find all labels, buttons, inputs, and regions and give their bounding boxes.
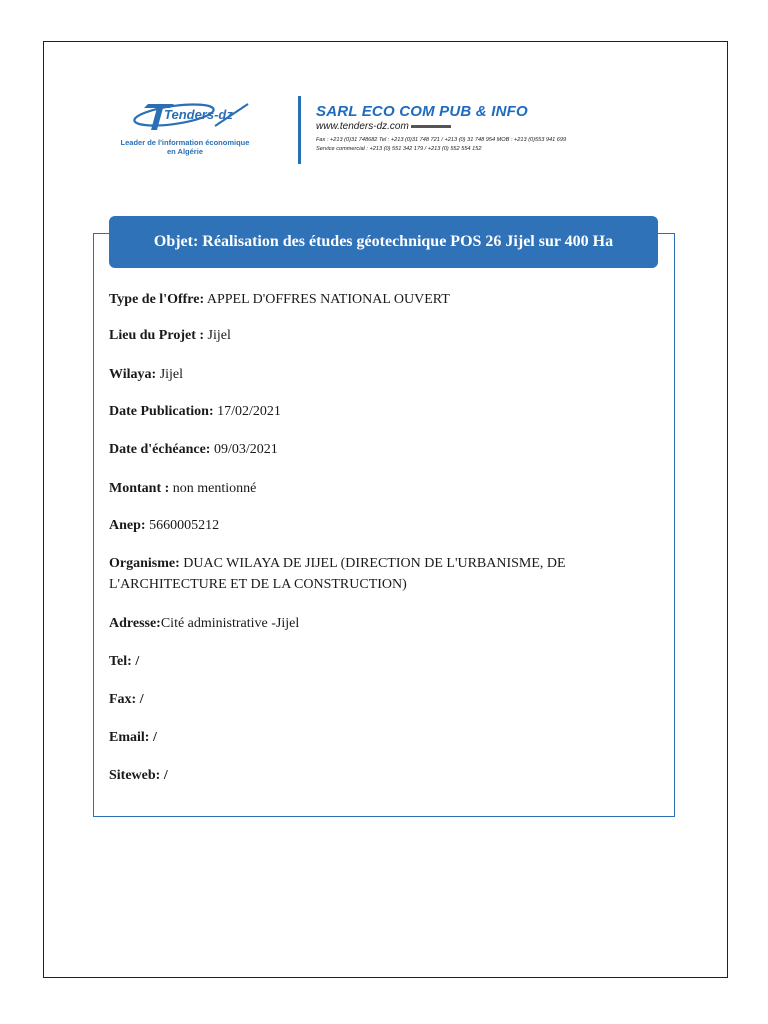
field-value: 5660005212 <box>145 518 220 533</box>
tenders-dz-logo-mark <box>130 100 260 134</box>
field-value: DUAC WILAYA DE JIJEL (DIRECTION DE L'URBANISME, DE L'ARCHITECTURE ET DE LA CONSTRUCTION) <box>109 556 566 592</box>
field-value: APPEL D'OFFRES NATIONAL OUVERT <box>204 292 450 307</box>
field-value: Jijel <box>156 367 184 382</box>
field-anep <box>109 515 649 536</box>
company-contact <box>316 136 676 154</box>
field-date-publication <box>109 401 649 422</box>
field-label: Type de l'Offre: <box>109 292 205 307</box>
contact-line-2: Service commercial : +213 (0) 551 342 179 / +213 (0) 552 554 152 <box>316 146 482 152</box>
field-label: Date Publication: <box>109 404 214 419</box>
field-label: Tel: / <box>109 654 140 669</box>
website-rule <box>411 125 451 128</box>
field-type-offre <box>109 289 649 310</box>
website-text: www.tenders-dz.com <box>316 121 409 132</box>
field-label: Lieu du Projet : <box>109 328 205 343</box>
field-label: Organisme: <box>109 556 180 571</box>
field-tel <box>109 651 649 672</box>
contact-line-1: Fax : +213 (0)31 748682 Tel : +213 (0)31 748 721 / +213 (0) 31 748 954 MOB : +213 (0)553 941 699 <box>316 137 567 143</box>
tenders-dz-logo <box>110 100 260 170</box>
company-website <box>316 121 676 133</box>
logo-wordmark: Tenders-dz <box>164 107 233 122</box>
field-organisme <box>109 553 649 595</box>
field-wilaya <box>109 364 649 385</box>
field-label: Email: / <box>109 730 157 745</box>
field-value: 17/02/2021 <box>213 404 281 419</box>
field-label: Wilaya: <box>109 367 157 382</box>
field-value: 09/03/2021 <box>210 442 278 457</box>
field-fax <box>109 689 649 710</box>
field-siteweb <box>109 765 649 786</box>
field-label: Montant : <box>109 481 170 496</box>
field-montant <box>109 478 649 499</box>
field-date-echeance <box>109 439 649 460</box>
company-name: SARL ECO COM PUB & INFO <box>316 103 528 120</box>
field-label: Adresse: <box>109 616 161 631</box>
field-adresse <box>109 613 649 634</box>
company-block <box>316 103 676 154</box>
header-divider <box>298 96 301 164</box>
card-title: Objet: Réalisation des études géotechnique POS 26 Jijel sur 400 Ha <box>109 216 658 268</box>
field-value: non mentionné <box>169 481 257 496</box>
field-label: Date d'échéance: <box>109 442 211 457</box>
tagline-line-2: en Algérie <box>167 147 203 156</box>
tagline-line-1: Leader de l'information économique <box>120 138 250 147</box>
logo-tagline <box>110 138 260 156</box>
field-lieu-projet <box>109 325 649 346</box>
field-email <box>109 727 649 748</box>
field-value: Jijel <box>204 328 231 343</box>
field-label: Anep: <box>109 518 146 533</box>
field-label: Fax: / <box>109 692 144 707</box>
field-label: Siteweb: / <box>109 768 168 783</box>
field-value: Cité administrative -Jijel <box>160 616 300 631</box>
